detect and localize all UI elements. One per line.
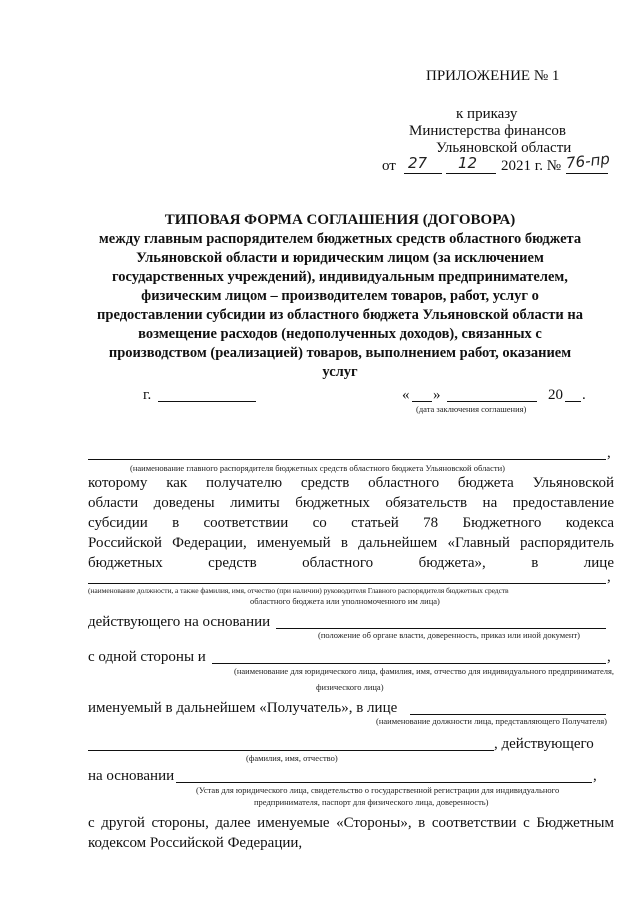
title-line: Ульяновской области и юридическим лицом (за исключением bbox=[136, 250, 544, 266]
recipient-basis-field[interactable] bbox=[176, 782, 592, 783]
month-field[interactable] bbox=[447, 401, 537, 402]
title-line: между главным распорядителем бюджетных средств областного бюджета bbox=[98, 231, 582, 247]
comma: , bbox=[607, 445, 611, 461]
order-number: 76-пр bbox=[565, 149, 611, 173]
quote-open: « bbox=[402, 387, 410, 403]
order-ref-line3: Ульяновской области bbox=[436, 140, 572, 156]
appendix-title: ПРИЛОЖЕНИЕ № 1 bbox=[426, 68, 560, 84]
representative-caption-2: областного бюджета или уполномоченного им лица) bbox=[250, 596, 440, 606]
representative-field[interactable] bbox=[88, 583, 606, 584]
day-field[interactable] bbox=[412, 401, 432, 402]
date-year: 2021 г. № bbox=[501, 158, 562, 174]
recipient-caption: (наименование для юридического лица, фамилия, имя, отчество для индивидуального предпринимателя, bbox=[234, 666, 614, 676]
recipient-fullname-field[interactable] bbox=[88, 750, 494, 751]
comma: , bbox=[607, 649, 611, 665]
order-number-line bbox=[566, 173, 608, 174]
order-ref-line1: к приказу bbox=[456, 106, 518, 122]
basis-label: на основании bbox=[88, 768, 175, 784]
quote-close: » bbox=[433, 387, 441, 403]
closing-line-2: кодексом Российской Федерации, bbox=[88, 835, 303, 851]
distributor-caption: (наименование главного распорядителя бюджетных средств областного бюджета Ульяновской области) bbox=[130, 463, 505, 473]
title-line: возмещение расходов (недополученных доходов), связанных с bbox=[138, 326, 542, 342]
year-suffix: . bbox=[582, 387, 586, 403]
city-prefix: г. bbox=[143, 387, 152, 403]
title-line: физическим лицом – производителем товаров, работ, услуг о bbox=[141, 288, 539, 304]
fullname-caption: (фамилия, имя, отчество) bbox=[246, 753, 338, 763]
date-month: 12 bbox=[458, 154, 478, 172]
year-field[interactable] bbox=[565, 401, 581, 402]
recipient-name-field[interactable] bbox=[212, 663, 606, 664]
recipient-basis-caption-2: предпринимателя, паспорт для физического лица, доверенность) bbox=[254, 797, 489, 807]
distributor-field[interactable] bbox=[88, 459, 606, 460]
order-ref-line2: Министерства финансов bbox=[409, 123, 566, 139]
paragraph-line: субсидии в соответствии со статьей 78 Бюджетного кодекса bbox=[88, 515, 614, 531]
recipient-caption-2: физического лица) bbox=[316, 682, 384, 692]
paragraph-line: бюджетных средств областного бюджета», в лице bbox=[88, 555, 614, 571]
recipient-label: именуемый в дальнейшем «Получатель», в лице bbox=[88, 700, 398, 716]
date-caption: (дата заключения соглашения) bbox=[416, 404, 527, 414]
date-month-line bbox=[446, 173, 496, 174]
date-prefix: от bbox=[382, 158, 396, 174]
comma: , bbox=[593, 768, 597, 784]
recipient-basis-caption: (Устав для юридического лица, свидетельство о государственной регистрации для индивидуального bbox=[196, 785, 560, 795]
representative-caption: (наименование должности, а также фамилия, имя, отчество (при наличии) руководителя Главного распорядителя бюджетных средств bbox=[88, 586, 509, 595]
paragraph-line: Российской Федерации, именуемый в дальнейшем «Главный распорядитель bbox=[88, 535, 614, 551]
basis-document-field[interactable] bbox=[276, 628, 606, 629]
comma: , bbox=[607, 569, 611, 585]
recipient-position-field[interactable] bbox=[410, 714, 606, 715]
basis-document-caption: (положение об органе власти, доверенность, приказ или иной документ) bbox=[318, 630, 580, 640]
city-field[interactable] bbox=[158, 401, 256, 402]
side1-label: с одной стороны и bbox=[88, 649, 206, 665]
date-day: 27 bbox=[408, 154, 428, 172]
title-line: производством (реализацией) товаров, выполнением работ, оказанием bbox=[108, 345, 572, 361]
paragraph-line: которому как получателю средств областного бюджета Ульяновской bbox=[88, 475, 614, 491]
title-line: государственных учреждений), индивидуальным предпринимателем, bbox=[112, 269, 568, 285]
acting-label: действующего на основании bbox=[88, 614, 271, 630]
recipient-position-caption: (наименование должности лица, представляющего Получателя) bbox=[376, 716, 608, 726]
date-day-line bbox=[404, 173, 442, 174]
paragraph-line: области доведены лимиты бюджетных обязательств на предоставление bbox=[88, 495, 614, 511]
year-prefix: 20 bbox=[548, 387, 563, 403]
title-line: услуг bbox=[322, 364, 358, 380]
title-line: предоставлении субсидии из областного бюджета Ульяновской области на bbox=[97, 307, 583, 323]
form-title: ТИПОВАЯ ФОРМА СОГЛАШЕНИЯ (ДОГОВОРА) bbox=[164, 212, 516, 228]
closing-line: с другой стороны, далее именуемые «Стороны», в соответствии с Бюджетным bbox=[88, 815, 614, 831]
acting2-label: , действующего bbox=[494, 736, 594, 752]
